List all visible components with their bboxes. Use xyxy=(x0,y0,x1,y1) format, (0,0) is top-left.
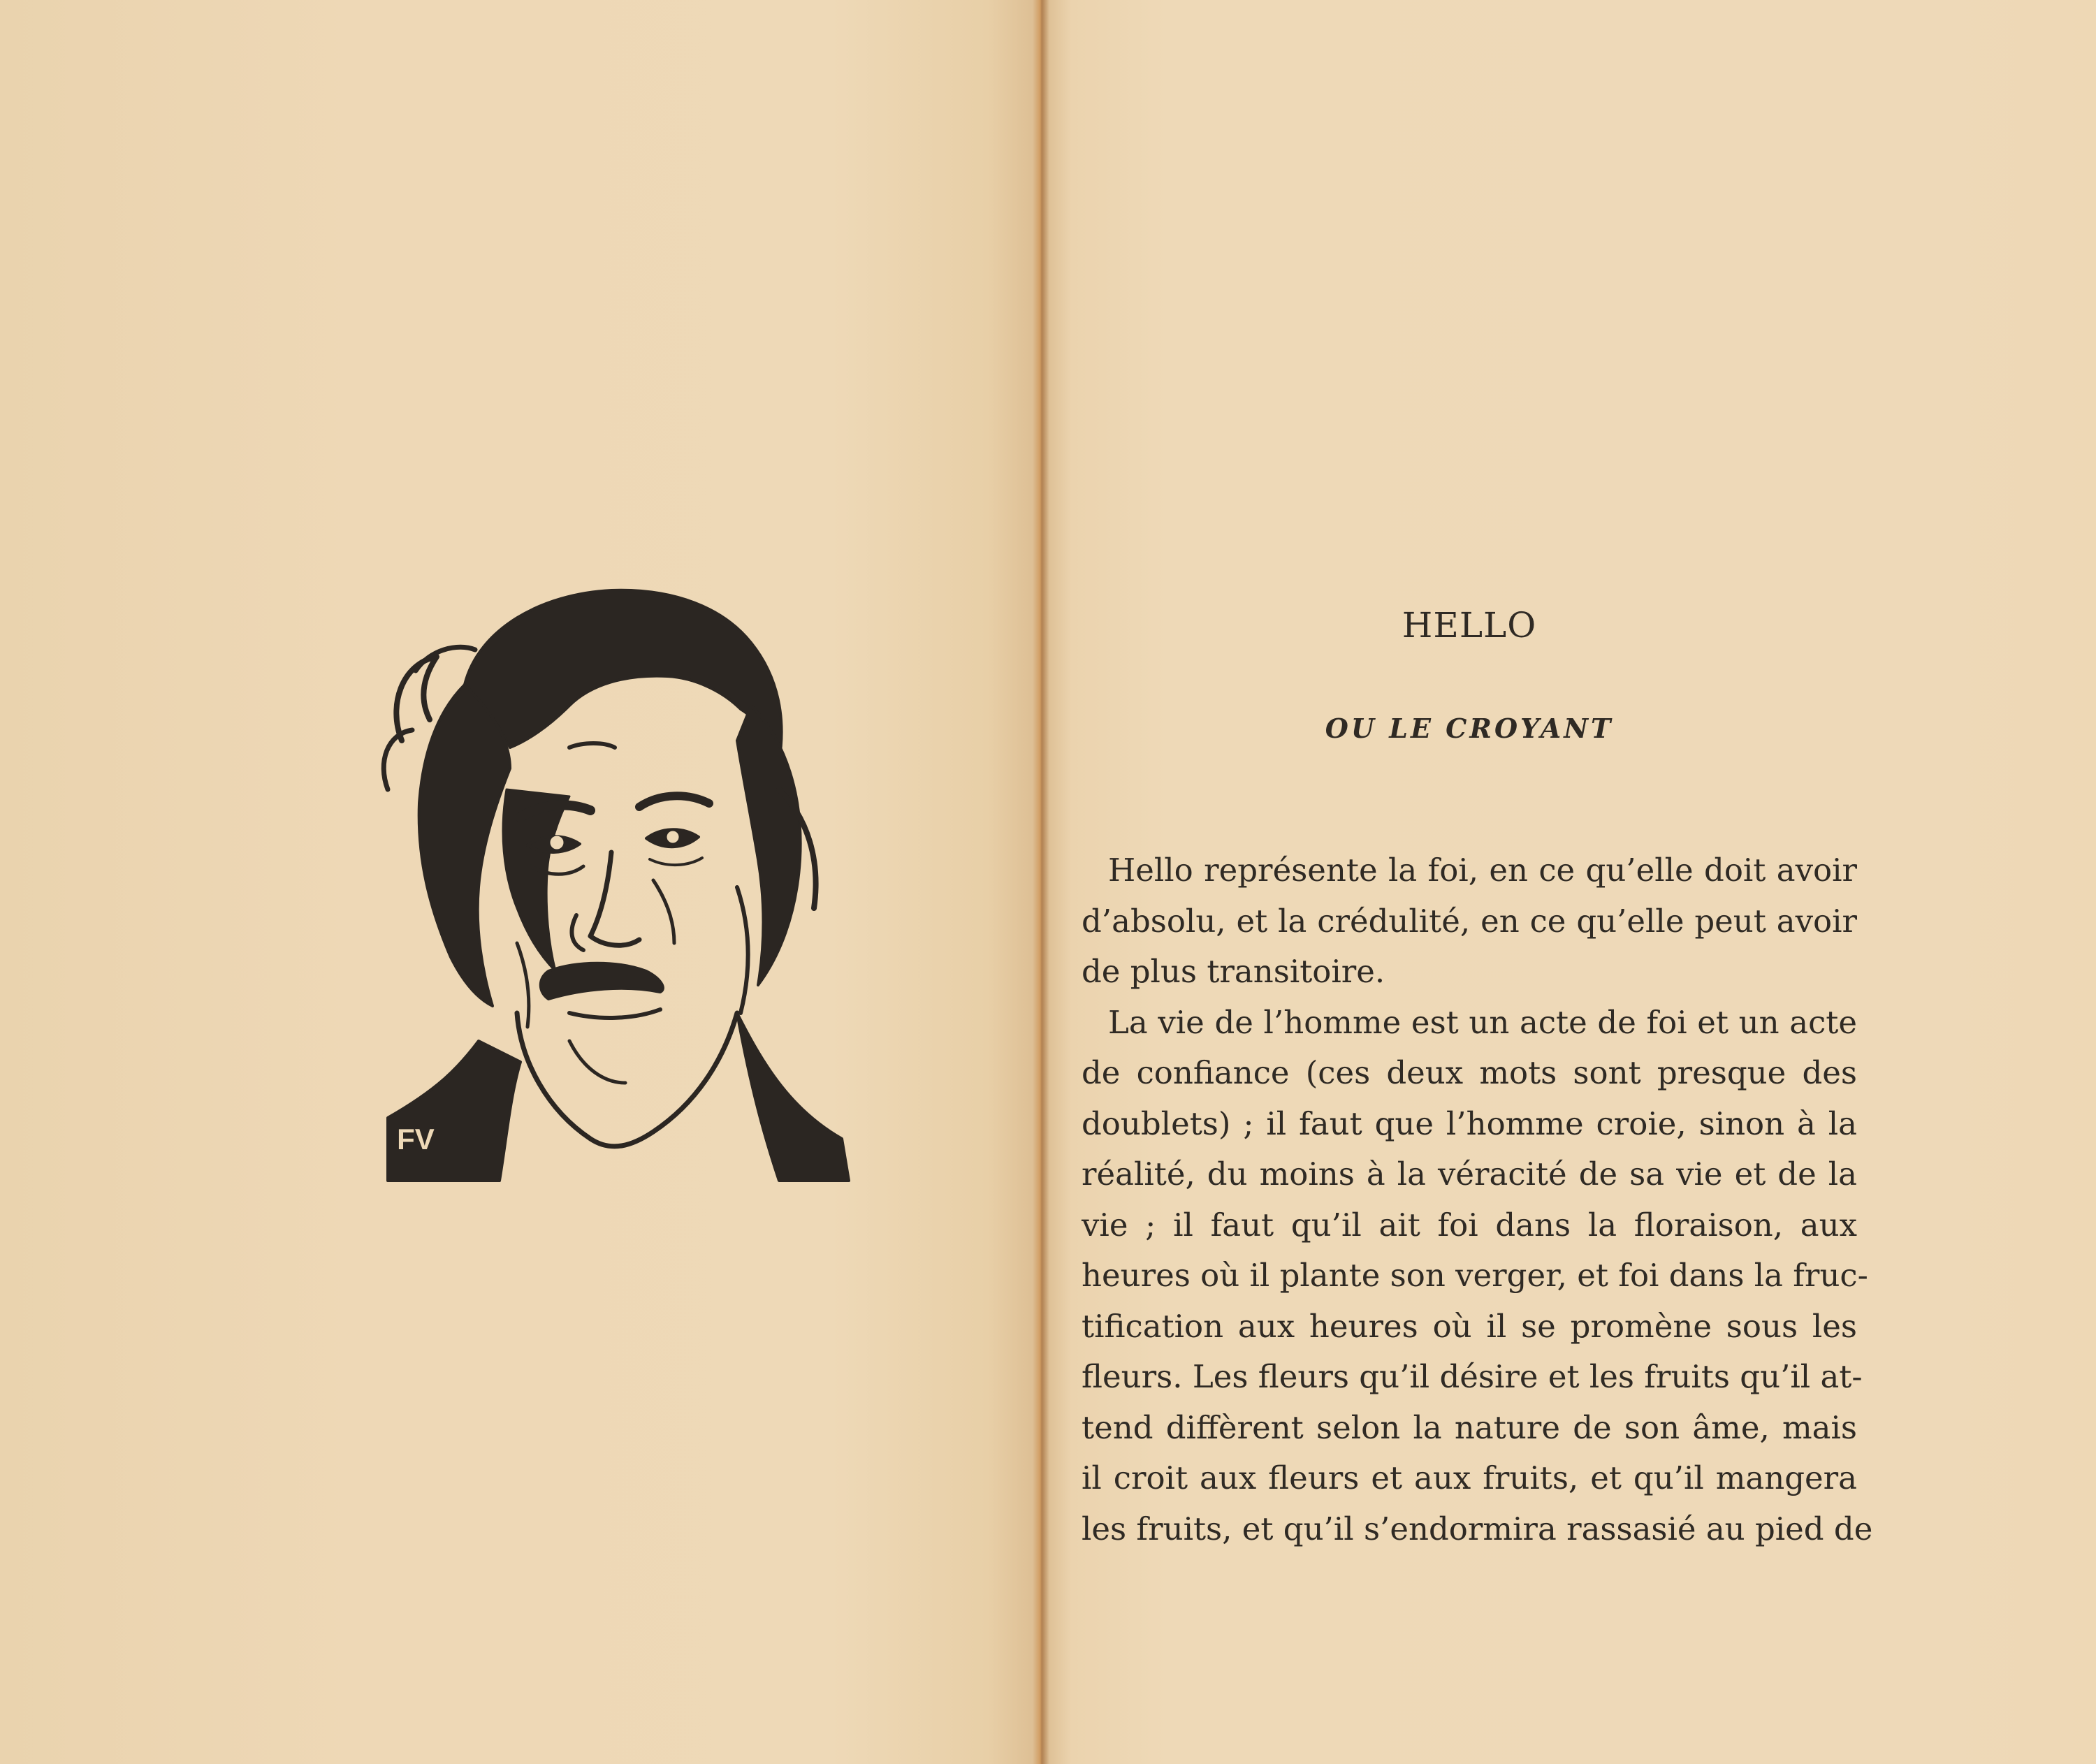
chapter-body xyxy=(1082,845,1873,1554)
portrait-woodcut-icon xyxy=(360,580,856,1195)
portrait-illustration xyxy=(360,580,856,1195)
text-line: Hello représente la foi, en ce qu’elle doit avoir xyxy=(1108,852,1857,889)
left-page xyxy=(0,0,1040,1764)
text-line: réalité, du moins à la véracité de sa vie et de la xyxy=(1082,1156,1857,1193)
book-gutter xyxy=(1033,0,1049,1764)
monogram-fv-icon xyxy=(388,1118,444,1160)
text-line: doublets) ; il faut que l’homme croie, sinon à la xyxy=(1082,1105,1857,1142)
chapter-subtitle: OU LE CROYANT xyxy=(1325,713,1614,744)
text-line: vie ; il faut qu’il ait foi dans la floraison, aux xyxy=(1082,1206,1857,1244)
text-line: fleurs. Les fleurs qu’il désire et les fruits qu’il at- xyxy=(1082,1358,1863,1395)
text-line: il croit aux fleurs et aux fruits, et qu’il mangera xyxy=(1082,1459,1857,1496)
text-line: heures où il plante son verger, et foi dans la fruc- xyxy=(1082,1257,1868,1294)
text-line: d’absolu, et la crédulité, en ce qu’elle peut avoir xyxy=(1082,902,1857,940)
text-line: tification aux heures où il se promène sous les xyxy=(1082,1307,1857,1345)
text-line: tend diffèrent selon la nature de son âme, mais xyxy=(1082,1408,1857,1446)
text-line: La vie de l’homme est un acte de foi et un acte xyxy=(1108,1003,1857,1041)
text-line: les fruits, et qu’il s’endormira rassasié au pied de xyxy=(1082,1510,1873,1547)
chapter-title: HELLO xyxy=(1402,605,1537,646)
text-line: de confiance (ces deux mots sont presque des xyxy=(1082,1054,1857,1091)
text-line: de plus transitoire. xyxy=(1082,953,1385,990)
svg-text:FV: FV xyxy=(397,1123,435,1156)
